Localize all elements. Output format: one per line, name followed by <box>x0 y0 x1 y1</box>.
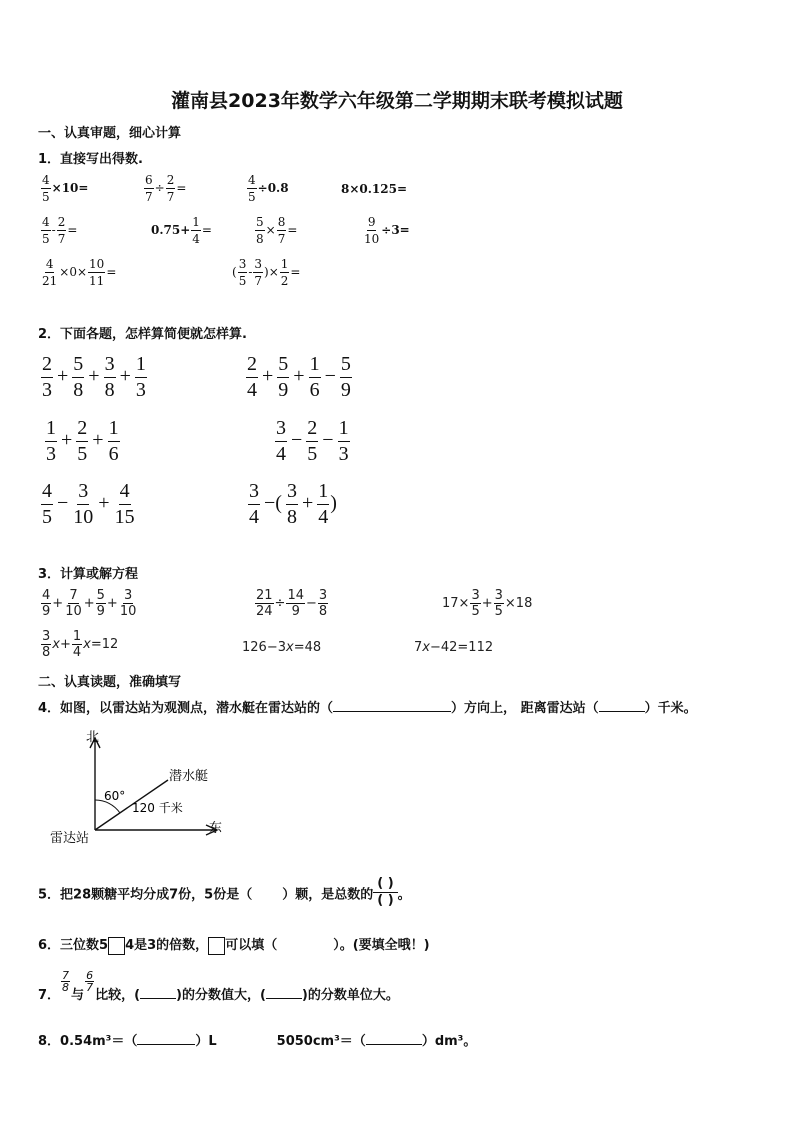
answer-blank-direction[interactable] <box>333 697 451 712</box>
q3-expr-1: $\frac{4}{9}$ + $\frac{7}{10}$ + $\frac{5}{9}$ + $\frac{3}{10}$ <box>42 588 137 619</box>
answer-blank-cubic-dm[interactable] <box>366 1030 422 1045</box>
q3-equation-3: 7x−42=112 <box>414 640 494 655</box>
question-4: 4．如图，以雷达站为观测点，潜水艇在雷达站的（ ）方向上， 距离雷达站（ ）千米。 <box>38 697 697 716</box>
q3-equation-1: $\frac{3}{8}$ x+ $\frac{1}{4}$ x=12 <box>42 629 119 660</box>
question-8: 8．0.54m³＝（ ）L 5050cm³＝（ ）dm³。 <box>38 1030 476 1049</box>
east-label: 东 <box>209 821 223 836</box>
question-5: 5．把28颗糖平均分成7份，5份是（ ）颗，是总数的 $\frac{( )}{( )}$ 。 <box>38 876 411 909</box>
section-heading-1: 一、认真审题，细心计算 <box>38 126 182 141</box>
q1-item-1: $\frac{4}{5}$ ×10= <box>42 173 89 204</box>
q1-item-7: $\frac{5}{8}$ × $\frac{8}{7}$ = <box>256 215 298 246</box>
q1-item-8: $\frac{9}{10}$ ÷3= <box>364 215 410 246</box>
answer-blank-liters[interactable] <box>137 1030 195 1045</box>
answer-fraction-blank[interactable]: $\frac{( )}{( )}$ <box>373 876 397 910</box>
q2-expr-5: $\frac{4}{5}$ − $\frac{3}{10}$ + $\frac{4}{15}$ <box>42 480 135 528</box>
q1-item-5: $\frac{4}{5}$ - $\frac{2}{7}$ = <box>42 215 78 246</box>
direction-diagram <box>46 726 236 851</box>
q1-item-4: 8×0.125= <box>341 182 408 196</box>
digit-box-2[interactable] <box>208 937 225 955</box>
question-3-label: 3．计算或解方程 <box>38 567 139 582</box>
question-7: 7． $\frac{7}{8}$ 与 $\frac{6}{7}$ 比较，( )的分数值大，( )的分数单位大。 <box>38 969 399 1003</box>
question-6: 6．三位数5 4是3的倍数， 可以填（ ）。(要填全哦！) <box>38 938 430 953</box>
q3-expr-3: 17× $\frac{3}{5}$ + $\frac{3}{5}$ ×18 <box>442 588 533 619</box>
distance-label: 120 千米 <box>132 801 183 815</box>
q2-expr-3: $\frac{1}{3}$ + $\frac{2}{5}$ + $\frac{1}{6}$ <box>46 417 119 465</box>
q1-item-3: $\frac{4}{5}$ ÷0.8 <box>248 173 289 204</box>
radar-station-label: 雷达站 <box>50 831 90 846</box>
section-heading-2: 二、认真读题，准确填写 <box>38 675 182 690</box>
q1-item-6: 0.75+ $\frac{1}{4}$ = <box>151 215 212 246</box>
answer-blank-larger-unit[interactable] <box>266 984 302 999</box>
page-title: 灌南县2023年数学六年级第二学期期末联考模拟试题 <box>171 90 623 112</box>
q3-equation-2: 126−3x=48 <box>242 640 322 655</box>
q2-expr-2: $\frac{2}{4}$ + $\frac{5}{9}$ + $\frac{1}{6}$ − $\frac{5}{9}$ <box>247 353 351 401</box>
answer-blank-larger-value[interactable] <box>140 984 176 999</box>
q1-item-2: $\frac{6}{7}$ ÷ $\frac{2}{7}$ = <box>145 173 187 204</box>
q1-item-9: $\frac{4}{21}$ ×0× $\frac{10}{11}$ = <box>42 257 117 288</box>
submarine-label: 潜水艇 <box>169 769 209 784</box>
q1-item-10: ( $\frac{3}{5}$ - $\frac{3}{7}$ )× $\frac{1}{2}$ = <box>232 257 301 288</box>
angle-label: 60° <box>104 789 126 803</box>
digit-box-1[interactable] <box>108 937 125 955</box>
question-1-label: 1．直接写出得数. <box>38 152 143 167</box>
north-label: 北 <box>86 730 100 745</box>
q2-expr-6: $\frac{3}{4}$ −( $\frac{3}{8}$ + $\frac{1}{4}$ ) <box>249 480 337 528</box>
q3-expr-2: $\frac{21}{24}$ ÷ $\frac{14}{9}$ − $\frac{3}{8}$ <box>256 588 328 619</box>
q2-expr-1: $\frac{2}{3}$ + $\frac{5}{8}$ + $\frac{3}{8}$ + $\frac{1}{3}$ <box>42 353 146 401</box>
question-2-label: 2．下面各题，怎样算简便就怎样算. <box>38 327 247 342</box>
answer-blank-distance[interactable] <box>599 697 645 712</box>
q2-expr-4: $\frac{3}{4}$ − $\frac{2}{5}$ − $\frac{1}{3}$ <box>276 417 349 465</box>
